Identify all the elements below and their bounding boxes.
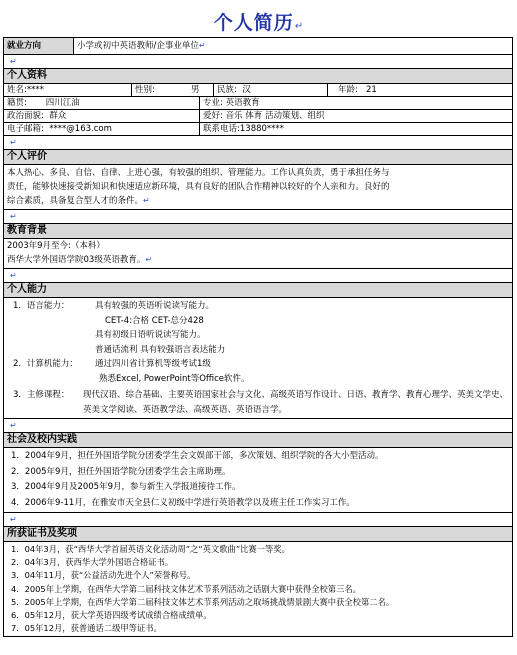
language-ability <box>7 299 509 314</box>
language-line: CET-4:合格 CET-总分428 <box>105 315 204 326</box>
title-area <box>0 8 517 35</box>
phone-label: 联系电话: <box>203 124 240 134</box>
paragraph-mark-icon: ↵ <box>10 211 17 221</box>
award-item: 5．2005年上学期，在西华大学第二届科技文体艺术节系列活动之取场挑战情景剧大赛中获全校第二名。 <box>11 596 395 607</box>
award-item: 1．04年3月，获“西华大学首届英语文化活动周”之“英文歌曲”比赛一等奖。 <box>11 544 290 554</box>
personal-heading-row <box>4 69 512 84</box>
politics-value: 群众 <box>49 111 67 121</box>
language-line: 具有初级日语听说读写能力。 <box>95 330 206 340</box>
personal-row-1 <box>4 84 512 97</box>
career-label: 就业方向 <box>4 38 74 54</box>
paragraph-mark-icon: ↵ <box>143 196 150 205</box>
origin-cell <box>4 97 200 109</box>
personal-row-2 <box>4 97 512 110</box>
education-text <box>4 239 512 268</box>
education-heading-row <box>4 224 512 239</box>
age-value: 21 <box>365 85 377 95</box>
computer-label: 2．计算机能力： <box>13 359 78 369</box>
practice-item: 3．2004年9月及2005年9月，参与新生入学报道接待工作。 <box>11 482 241 492</box>
computer-line: 通过四川省计算机等级考试1级 <box>95 359 211 369</box>
awards-list <box>4 542 512 636</box>
awards-heading-row <box>4 527 512 542</box>
paragraph-mark-icon: ↵ <box>10 56 17 66</box>
ethnicity-value: 汉 <box>242 85 251 95</box>
education-school: 西华大学外国语学院03级英语教育。↵ <box>7 255 153 265</box>
language-line: 普通话流利 具有较强语言表达能力 <box>95 344 226 355</box>
evaluation-line: 本人热心、多良、自信、自律、上进心强，有较强的组织、管理能力。工作认真负责，勇于承担任务与 <box>7 168 390 178</box>
evaluation-text <box>4 165 512 209</box>
award-item: 2．04年3月，获西华大学外国语合格证书。 <box>11 557 174 568</box>
language-line: 具有较强的英语听说读写能力。 <box>95 301 215 311</box>
practice-heading: 社会及校内实践 <box>4 433 512 447</box>
hobby-cell <box>200 110 512 122</box>
awards-heading: 所获证书及奖项 <box>4 527 512 541</box>
paragraph-mark-icon: ↵ <box>198 41 206 50</box>
name-label: 姓名: <box>7 85 27 95</box>
name-value: **** <box>26 85 44 95</box>
education-body-row <box>4 239 512 269</box>
blank-row <box>4 269 512 283</box>
age-cell <box>328 84 512 96</box>
abilities-body-row <box>4 298 512 419</box>
career-row <box>4 38 512 55</box>
award-item: 4．2005年上学期，在西华大学第二届科技文体艺术节系列活动之话剧大赛中获得全校第三名。 <box>11 583 361 594</box>
education-heading: 教育背景 <box>4 224 512 238</box>
phone-value: 13880**** <box>239 124 284 134</box>
age-label: 年龄: <box>338 85 358 95</box>
ethnicity-cell <box>214 84 328 96</box>
personal-row-3 <box>4 110 512 123</box>
award-item: 3．04年11月，获“公益活动先进个人”荣誉称号。 <box>11 570 196 581</box>
paragraph-mark-icon: ↵ <box>10 270 17 280</box>
origin-label: 籍贯: <box>7 98 27 108</box>
hobby-label: 爱好: <box>203 111 223 121</box>
practice-item: 1．2004年9月，担任外国语学院分团委学生会文娱部干部，多次策划、组织学院的各大小型活动。 <box>11 451 384 461</box>
major-value: 英语教育 <box>225 98 260 108</box>
education-period: 2003年9月至今:（本科） <box>7 241 105 251</box>
hobby-value: 音乐 体育 活动策划、组织 <box>225 111 325 121</box>
computer-ability <box>7 357 509 372</box>
gender-label: 性别: <box>135 85 155 95</box>
practice-item: 4．2006年9-11月，在雅安市天全县仁义初级中学进行英语教学以及班主任工作实习工作。 <box>11 497 355 508</box>
computer-line: 熟悉Excel, PowerPoint等Office软件。 <box>99 373 250 384</box>
paragraph-mark-icon: ↵ <box>10 514 17 524</box>
paragraph-mark-icon: ↵ <box>10 420 17 430</box>
paragraph-mark-icon: ↵ <box>10 137 17 147</box>
email-label: 电子邮箱: <box>7 124 44 134</box>
practice-body-row <box>4 448 512 513</box>
blank-row <box>4 513 512 527</box>
origin-value: 四川江油 <box>45 98 80 108</box>
paragraph-mark-icon: ↵ <box>145 255 153 264</box>
paragraph-mark-icon: ↵ <box>294 21 304 32</box>
evaluation-heading-row <box>4 150 512 165</box>
evaluation-line-last: 综合素质，具备复合型人才的条件。↵ <box>7 196 150 206</box>
practice-item: 2．2005年9月，担任外国语学院分团委学生会主席助理。 <box>11 466 231 477</box>
politics-cell <box>4 110 200 122</box>
blank-row <box>4 55 512 69</box>
resume-table <box>3 37 513 637</box>
personal-heading: 个人资料 <box>4 69 512 83</box>
courses <box>7 388 509 417</box>
evaluation-heading: 个人评价 <box>4 150 512 164</box>
evaluation-line: 责任，能够快速接受新知识和快速适应新环境，具有良好的团队合作精神以较好的个人亲和力。良好的 <box>7 182 390 192</box>
page-title: 个人简历 <box>213 12 294 34</box>
career-value: 小学或初中英语教师/企事业单位 ↵ <box>77 41 206 51</box>
practice-list <box>4 448 512 512</box>
phone-cell <box>200 123 512 135</box>
major-cell <box>200 97 512 109</box>
major-label: 专业: <box>203 98 223 108</box>
blank-row <box>4 210 512 224</box>
email-cell <box>4 123 200 135</box>
language-label: 1．语言能力： <box>13 301 70 311</box>
gender-value: 男 <box>188 84 214 96</box>
email-value: ****@163.com <box>49 124 112 134</box>
practice-heading-row <box>4 433 512 448</box>
blank-row <box>4 419 512 433</box>
name-cell <box>4 84 132 96</box>
courses-label: 3．主修课程： <box>13 390 70 400</box>
abilities-heading-row <box>4 283 512 298</box>
politics-label: 政治面貌: <box>7 111 44 121</box>
award-item: 7．05年12月，获普通话二级甲等证书。 <box>11 623 162 634</box>
abilities-text <box>4 298 512 418</box>
award-item: 6．05年12月，获大学英语四级考试成绩合格成绩单。 <box>11 610 212 621</box>
personal-row-4 <box>4 123 512 136</box>
blank-row <box>4 136 512 150</box>
ethnicity-label: 民族: <box>217 85 237 95</box>
courses-text: 现代汉语、综合基础、主要英语国家社会与文化、高级英语写作设计、日语、教育学、教育心理学、英美文学史、英美文学阅读、英语教学法、高级英语、英语语言学。 <box>83 390 509 415</box>
awards-body-row <box>4 542 512 636</box>
abilities-heading: 个人能力 <box>4 283 512 297</box>
evaluation-body-row <box>4 165 512 210</box>
